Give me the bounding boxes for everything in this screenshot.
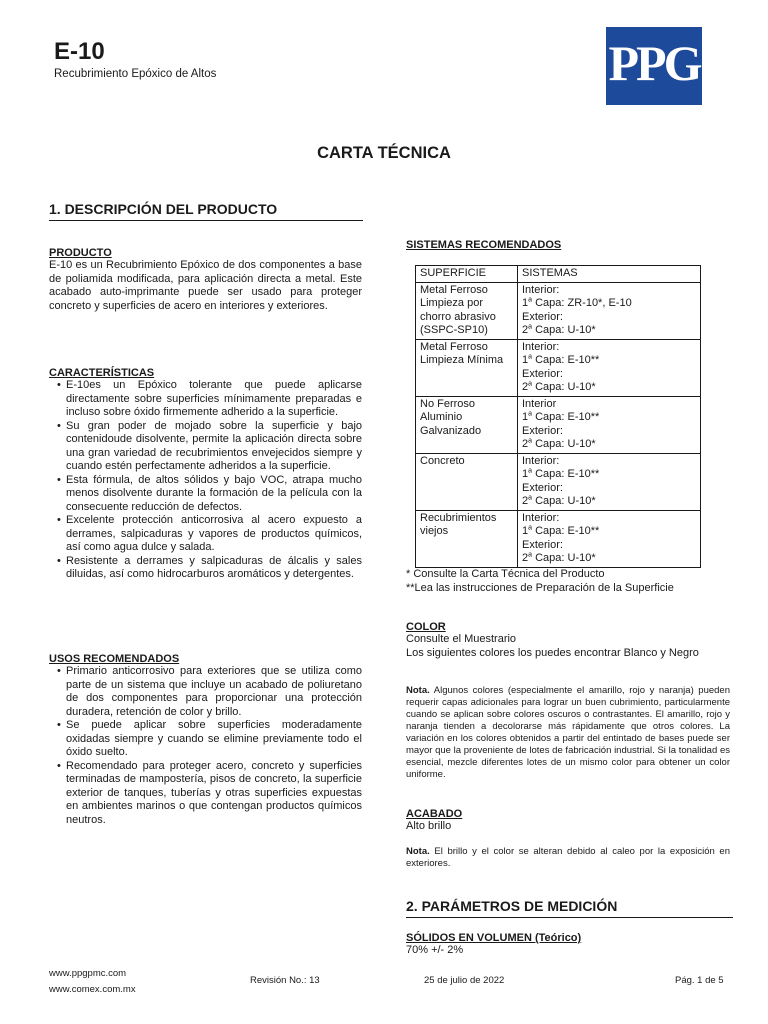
system-label: Exterior:	[522, 367, 563, 380]
section2-heading: 2. PARÁMETROS DE MEDICIÓN	[406, 898, 733, 918]
surface-line: Concreto	[420, 454, 465, 467]
ordinal-suffix: a	[528, 353, 533, 361]
system-label: Exterior:	[522, 481, 563, 494]
footer-page-number: Pág. 1 de 5	[675, 975, 724, 986]
system-label: Exterior:	[522, 424, 563, 437]
solidos-block	[406, 932, 733, 958]
ordinal-suffix: a	[528, 467, 533, 475]
coat-text: Capa: U-10*	[532, 324, 596, 336]
surface-line: chorro abrasivo	[420, 310, 496, 323]
note-label: Nota.	[406, 846, 430, 857]
coat-text: Capa: E-10**	[532, 525, 600, 537]
table-header-row	[416, 266, 701, 283]
system-cell	[518, 396, 701, 453]
producto-heading: PRODUCTO	[49, 247, 112, 259]
table-row	[416, 396, 701, 453]
surface-cell	[416, 453, 518, 510]
usos-block	[49, 653, 362, 827]
color-block	[406, 621, 733, 660]
system-label: Interior:	[522, 511, 560, 524]
usos-list	[49, 665, 362, 827]
system-label: Interior:	[522, 283, 560, 296]
solidos-heading: SÓLIDOS EN VOLUMEN (Teórico)	[406, 932, 582, 944]
surface-line: Galvanizado	[420, 424, 482, 437]
surface-line: Limpieza Mínima	[420, 354, 504, 366]
system-coat: 1$^a$ Capa: E-10**	[522, 524, 600, 537]
footer-url-2[interactable]: www.comex.com.mx	[49, 984, 136, 995]
color-note	[406, 685, 730, 781]
surface-line: (SSPC-SP10)	[420, 324, 488, 336]
coat-text: Capa: U-10*	[532, 381, 596, 393]
ordinal-suffix: a	[528, 524, 533, 532]
ordinal-suffix: a	[528, 410, 533, 418]
ordinal-suffix: a	[528, 323, 533, 331]
section1-heading: 1. DESCRIPCIÓN DEL PRODUCTO	[49, 201, 363, 221]
coat-text: Capa: E-10**	[532, 354, 600, 366]
coat-text: Capa: U-10*	[532, 495, 596, 507]
system-cell	[518, 339, 701, 396]
ppg-logo-text: PPG	[608, 35, 700, 91]
surface-line: Aluminio	[420, 411, 463, 423]
surface-cell	[416, 396, 518, 453]
note-text: Algunos colores (especialmente el amarillo, rojo y naranja) pueden requerir capas adicionales para lograr un buen cubrimiento, particularmente cuando se aplican sobre colores oscuros o contrastantes. El amarillo, rojo y naranja tienden a decolorarse más rápidamente que otros colores. La variación en los colores obtenidos a partir del entintado de bases puede ser mayor que la proveniente de lotes de fabricación industrial. Si la tonalidad es esencial, mezcle diferentes lotes de un mismo color para obtener un color uniforme.	[406, 685, 730, 780]
usos-heading: USOS RECOMENDADOS	[49, 653, 180, 665]
list-item: • Esta fórmula, de altos sólidos y bajo VOC, atrapa mucho menos disolvente durante la formación de la película con la consecuente reducción de defectos.	[66, 474, 362, 515]
list-item: • Primario anticorrosivo para exteriores que se utiliza como parte de un sistema que incluye un acabado de poliuretano de dos componentes para proporcionar una protección duradera, retención de color y brillo.	[66, 665, 362, 719]
system-coat: 1$^a$ Capa: E-10**	[522, 410, 600, 423]
acabado-text: Alto brillo	[406, 820, 452, 832]
list-item: • Excelente protección anticorrosiva al acero expuesto a derrames, salpicaduras y vapores de productos químicos, así como agua dulce y salada.	[66, 514, 362, 555]
ordinal-suffix: a	[528, 437, 533, 445]
system-cell	[518, 510, 701, 567]
footer-date: 25 de julio de 2022	[424, 975, 505, 986]
system-coat: 1$^a$ Capa: E-10**	[522, 353, 600, 366]
coat-text: Capa: E-10**	[532, 411, 600, 423]
surface-cell	[416, 339, 518, 396]
caracteristicas-block	[49, 367, 362, 582]
ordinal-suffix: a	[528, 296, 533, 304]
caracteristicas-heading: CARACTERÍSTICAS	[49, 367, 155, 379]
surface-line: No Ferroso	[420, 397, 476, 410]
footnote: * Consulte la Carta Técnica del Producto	[406, 568, 605, 580]
system-coat: 2$^a$ Capa: U-10*	[522, 551, 596, 564]
footer-revision: Revisión No.: 13	[250, 975, 320, 986]
caracteristicas-list	[49, 379, 362, 582]
system-coat: 2$^a$ Capa: U-10*	[522, 437, 596, 450]
note-label: Nota.	[406, 685, 430, 696]
acabado-note	[406, 846, 730, 870]
color-line: Consulte el Muestrario	[406, 633, 517, 645]
surface-line: viejos	[420, 525, 449, 537]
list-item: • Se puede aplicar sobre superficies moderadamente oxidadas siempre y cuando se elimine previamente todo el óxido suelto.	[66, 719, 362, 760]
producto-text: E-10 es un Recubrimiento Epóxico de dos componentes a base de poliamida modificada, para aplicación directa a metal. Este acabado auto-imprimante puede ser usado para proteger concreto y superficies de acero en interiores y exteriores.	[49, 259, 362, 312]
document-title: CARTA TÉCNICA	[317, 144, 451, 162]
table-row	[416, 282, 701, 339]
ppg-logo	[606, 27, 702, 105]
surface-line: Limpieza por	[420, 297, 483, 309]
color-heading: COLOR	[406, 621, 446, 633]
system-coat: 2$^a$ Capa: U-10*	[522, 380, 596, 393]
table-row	[416, 510, 701, 567]
surface-line: Metal Ferroso	[420, 283, 488, 296]
producto-block	[49, 247, 362, 313]
system-label: Interior:	[522, 340, 560, 353]
product-subtitle: Recubrimiento Epóxico de Altos	[54, 68, 217, 80]
ordinal-suffix: a	[528, 551, 533, 559]
list-item: • E-10es un Epóxico tolerante que puede aplicarse directamente sobre superficies mínimamente preparadas e incluso sobre óxido firmemente adherido a la superficie.	[66, 379, 362, 420]
system-coat: 2$^a$ Capa: U-10*	[522, 323, 596, 336]
footer-url-1[interactable]: www.ppgpmc.com	[49, 968, 127, 979]
system-label: Interior	[522, 397, 557, 410]
system-label: Exterior:	[522, 310, 563, 323]
ordinal-suffix: a	[528, 380, 533, 388]
list-item: • Resistente a derrames y salpicaduras de álcalis y sales diluidas, así como hidrocarburos aromáticos y detergentes.	[66, 555, 362, 582]
sistemas-table	[415, 265, 701, 568]
surface-cell	[416, 282, 518, 339]
note-text: El brillo y el color se alteran debido al caleo por la exposición en exteriores.	[406, 846, 730, 869]
system-cell	[518, 282, 701, 339]
system-coat: 1$^a$ Capa: ZR-10*, E-10	[522, 296, 632, 309]
surface-cell	[416, 510, 518, 567]
column-header: SUPERFICIE	[416, 266, 518, 283]
coat-text: Capa: U-10*	[532, 552, 596, 564]
table-footnotes	[406, 568, 736, 595]
coat-text: Capa: ZR-10*, E-10	[532, 297, 632, 309]
coat-text: Capa: U-10*	[532, 438, 596, 450]
sistemas-heading: SISTEMAS RECOMENDADOS	[406, 239, 562, 251]
column-header: SISTEMAS	[518, 266, 701, 283]
ordinal-suffix: a	[528, 494, 533, 502]
system-label: Interior:	[522, 454, 560, 467]
coat-text: Capa: E-10**	[532, 468, 600, 480]
solidos-value: 70% +/- 2%	[406, 944, 464, 956]
surface-line: Recubrimientos	[420, 511, 497, 524]
table-row	[416, 339, 701, 396]
system-label: Exterior:	[522, 538, 563, 551]
color-line: Los siguientes colores los puedes encontrar Blanco y Negro	[406, 646, 699, 659]
system-coat: 1$^a$ Capa: E-10**	[522, 467, 600, 480]
footnote: **Lea las instrucciones de Preparación de la Superficie	[406, 581, 674, 594]
acabado-heading: ACABADO	[406, 808, 463, 820]
system-coat: 2$^a$ Capa: U-10*	[522, 494, 596, 507]
acabado-block	[406, 808, 733, 834]
product-code: E-10	[54, 38, 105, 65]
system-cell	[518, 453, 701, 510]
list-item: • Su gran poder de mojado sobre la superficie y bajo contenidoude disolvente, permite la aplicación directa sobre una gran variedad de recubrimientos envejecidos siempre y cuando estén perfectamente adheridos a la superficie.	[66, 420, 362, 474]
list-item: • Recomendado para proteger acero, concreto y superficies terminadas de mampostería, pisos de concreto, la superficie exterior de tanques, tuberías y otras superficies expuestas en ambientes marinos o que contengan productos químicos neutros.	[66, 760, 362, 828]
surface-line: Metal Ferroso	[420, 340, 488, 353]
table-row	[416, 453, 701, 510]
